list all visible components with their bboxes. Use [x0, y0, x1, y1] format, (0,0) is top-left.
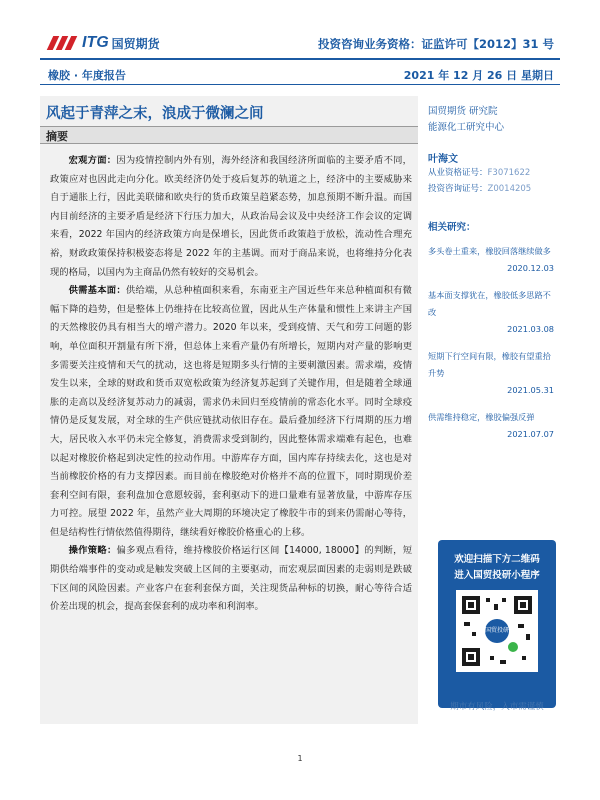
main-panel — [40, 96, 418, 724]
related-item[interactable] — [428, 243, 558, 277]
company-logo — [48, 34, 160, 52]
qr-center-label: 国贸投研 — [485, 619, 509, 643]
abstract-label: 摘要 — [46, 130, 68, 143]
related-item-title[interactable]: 基本面支撑犹在，橡胶低多思路不改 — [428, 290, 551, 317]
qr-text — [438, 552, 556, 584]
related-item-date: 2021.05.31 — [507, 385, 554, 395]
related-item[interactable] — [428, 287, 558, 338]
cert-label: 从业资格证号： — [428, 168, 488, 178]
risk-note: 期市有风险，入市需谨慎 — [450, 702, 544, 712]
related-item-date: 2021.07.07 — [507, 429, 554, 439]
cert-number: Z0014205 — [487, 184, 532, 194]
logo-cn-name: 国贸期货 — [111, 36, 160, 51]
page-title: 风起于青萍之末，浪成于微澜之间 — [46, 106, 264, 122]
related-item-title[interactable]: 短期下行空间有限，橡胶有望重拾升势 — [428, 351, 551, 378]
logo-brand: ITG — [82, 34, 109, 51]
qr-line-2: 进入国贸投研小程序 — [454, 570, 540, 581]
related-item-date: 2020.12.03 — [507, 263, 554, 273]
cert-practice — [428, 165, 558, 181]
related-item-title[interactable]: 多头卷土重来，橡胶回落继续做多 — [428, 246, 551, 256]
paragraph-text: 偏多观点看待，维持橡胶价格运行区间【14000, 18000】的判断，短期供给端事件的变动或是触发突破上区间的主要驱动，而宏观层面因素的走弱则是跌破下区间的风险因素。产业客户在套利套保方面，关注现货品种标的切换，耐心等待合适价差出现的机会，提高套保套利的成功率和利润率。 — [50, 545, 412, 613]
related-item[interactable] — [428, 348, 558, 399]
qr-code-icon[interactable] — [456, 590, 538, 672]
paragraph-strategy — [50, 542, 412, 616]
analyst-name: 叶海文 — [428, 154, 458, 165]
related-item-title[interactable]: 供需维持稳定，橡胶偏强反弹 — [428, 412, 535, 422]
org-line-1: 国贸期货 研究院 — [428, 106, 498, 117]
header-divider — [40, 58, 560, 60]
license-text: 投资咨询业务资格：证监许可【2012】31 号 — [317, 37, 554, 51]
paragraph-label: 供需基本面： — [68, 285, 126, 297]
paragraph-label: 宏观方面： — [68, 155, 117, 166]
paragraph-text: 供给端，从总种植面积来看，东南亚主产国近些年来总种植面积有微幅下降的趋势，但是整体上仍维持在比较高位置，因此从生产体量和惯性上来讲主产国的天然橡胶仍具有相当大的增产潜力。2020 年以来，受到疫情、天气和劳工问题的影响，单位面积开割量有所下滑，但总体上来看产量仍有所增长，短期内对产量的影响更多需要关注疫情和天气的扰动，这也将是短期多头行情的主要刺激因素。需求端，疫情发生以来，全球的财政和货币双宽松政策为经济复苏起到了关键作用，但是随着全球通胀的走高以及经济复苏动力的减弱，需求仍未回归至疫情前的常态化水平。同时全球疫情仍是反复发展，对全球的生产供应链扰动依旧存在。最后叠加经济下行周期的压力增大，居民收入水平仍未完全修复，消费需求受到制约，因此整体需求端难有起色，也难以起对橡胶价格起到决定性的拉动作用。中游库存方面，国内库存持续去化，这也是对当前橡胶价格的有力支撑因素。而目前在橡胶绝对价格并不高的位置下，同时期现价差套利空间有限，套利盘加仓意愿较弱，套利驱动下的进口量难有显著放量，中游库存压力可控。展望 2022 年，虽然产业大周期的环境决定了橡胶牛市的到来仍需耐心等待，但是结构性行情依然值得期待，继续看好橡胶价格重心的上移。 — [50, 285, 412, 538]
page-number: 1 — [297, 754, 303, 763]
abstract-body — [50, 152, 412, 617]
related-title: 相关研究： — [428, 222, 476, 233]
report-type: 橡胶 · 年度报告 — [48, 69, 126, 82]
report-date: 2021 年 12 月 26 日 星期日 — [403, 69, 554, 82]
cert-number: F3071622 — [487, 168, 531, 178]
abstract-header — [40, 126, 418, 144]
org-line-2: 能源化工研究中心 — [428, 122, 505, 133]
paragraph-supply-demand — [50, 282, 412, 542]
wechat-icon — [508, 642, 518, 652]
cert-consult — [428, 181, 558, 197]
paragraph-macro — [50, 152, 412, 282]
sidebar — [428, 104, 558, 443]
paragraph-label: 操作策略： — [68, 545, 117, 557]
related-item-date: 2021.03.08 — [507, 324, 554, 334]
qr-line-1: 欢迎扫描下方二维码 — [454, 554, 540, 565]
qr-promo — [438, 540, 556, 708]
subheader-divider — [40, 84, 560, 85]
logo-mark-icon — [48, 34, 78, 52]
cert-label: 投资咨询证号： — [428, 184, 488, 194]
related-item[interactable] — [428, 409, 558, 443]
paragraph-text: 因为疫情控制内外有别，海外经济和我国经济所面临的主要矛盾不同，政策应对也因此走向分化。欧美经济仍处于疫后复苏的轨道之上，经济中的主要威胁来自于通胀上行，因此美联储和欧央行的货币政策呈趋紧态势，加息预期不断升温。而国内目前经济的主要矛盾是经济下行压力加大，从政治局会议及中央经济工作会议的定调来看，2022 年国内的经济政策方向是保增长，因此货币政策趋于放松，流动性合理充裕，财政政策保持积极姿态将是 2022 年的主基调。而对于商品来说，也将维持分化表现的格局，以国内为主商品仍然有较好的交易机会。 — [50, 155, 412, 278]
